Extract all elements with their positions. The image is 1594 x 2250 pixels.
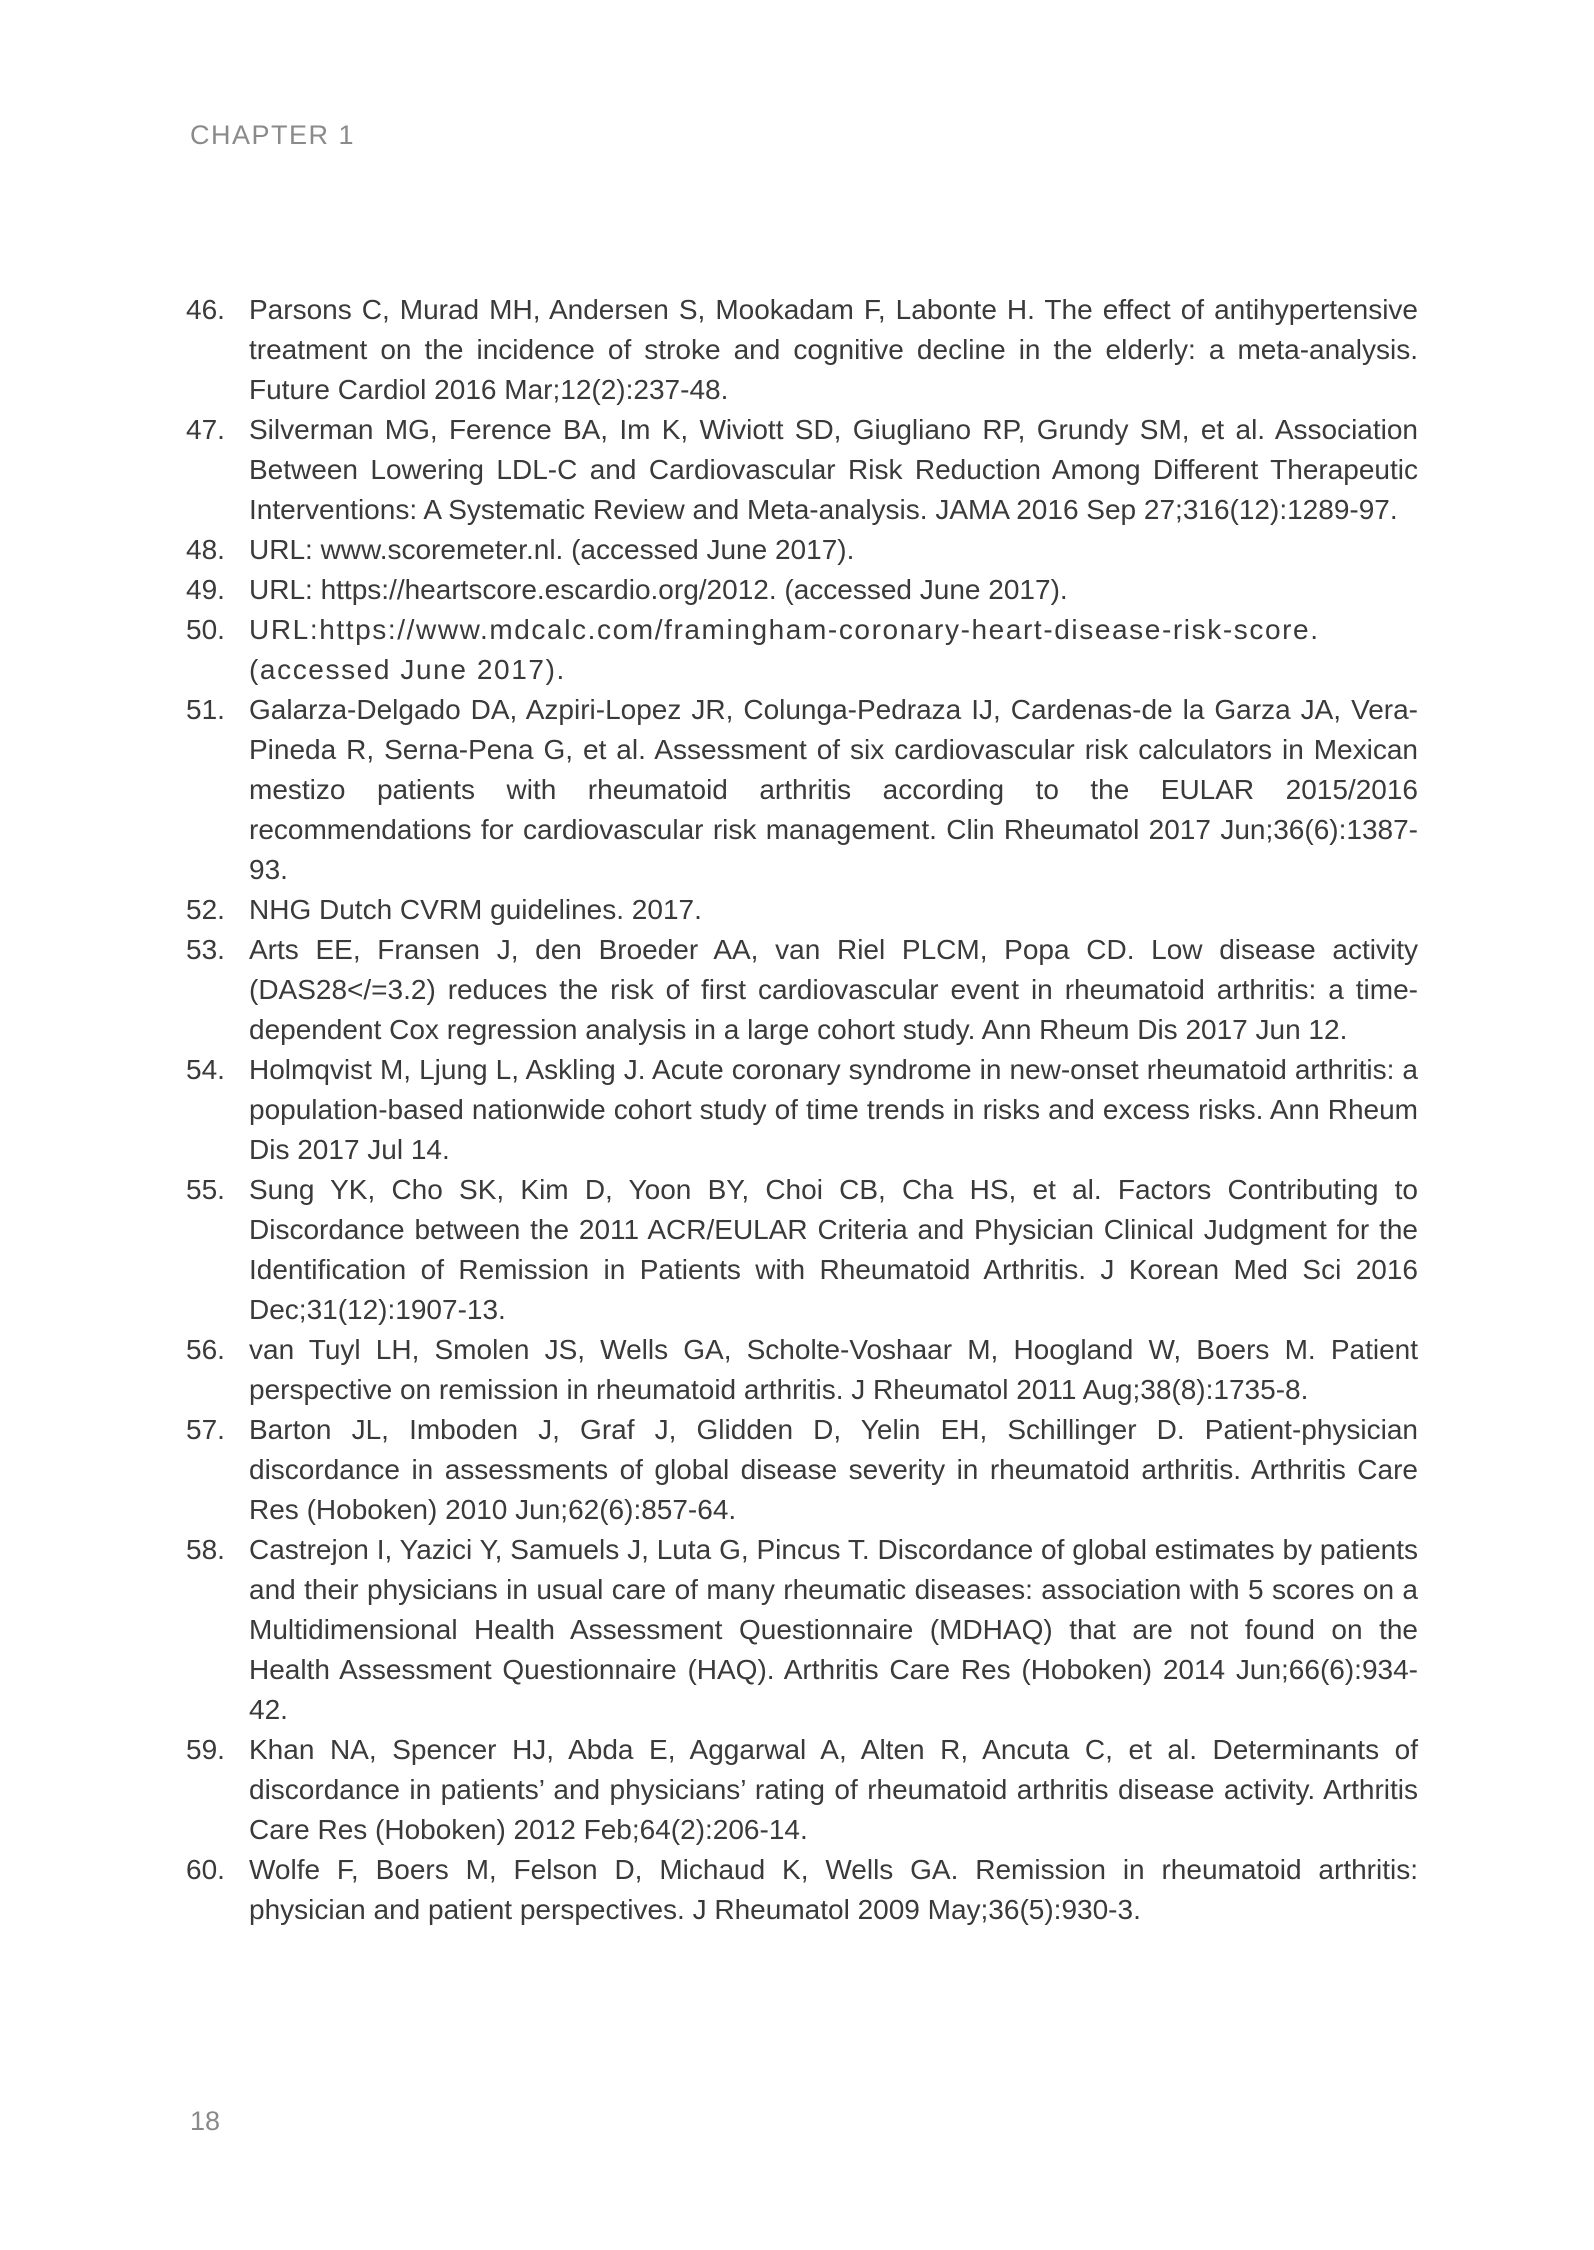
reference-item: [186, 1410, 1418, 1530]
reference-item: [186, 570, 1418, 610]
reference-number: 56.: [186, 1334, 225, 1365]
reference-text: van Tuyl LH, Smolen JS, Wells GA, Scholte-Voshaar M, Hoogland W, Boers M. Patient perspective on remission in rheumatoid arthritis. J Rheumatol 2011 Aug;38(8):1735-8.: [249, 1334, 1418, 1405]
reference-number: 46.: [186, 294, 225, 325]
reference-text: Barton JL, Imboden J, Graf J, Glidden D, Yelin EH, Schillinger D. Patient-physician discordance in assessments of global disease severity in rheumatoid arthritis. Arthritis Care Res (Hoboken) 2010 Jun;62(6):857-64.: [249, 1414, 1418, 1525]
reference-text: NHG Dutch CVRM guidelines. 2017.: [249, 894, 702, 925]
reference-number: 54.: [186, 1054, 225, 1085]
reference-item: [186, 930, 1418, 1050]
reference-text: Khan NA, Spencer HJ, Abda E, Aggarwal A, Alten R, Ancuta C, et al. Determinants of discordance in patients’ and physicians’ rating of rheumatoid arthritis disease activity. Arthritis Care Res (Hoboken) 2012 Feb;64(2):206-14.: [249, 1734, 1418, 1845]
reference-item: [186, 1530, 1418, 1730]
reference-text: Sung YK, Cho SK, Kim D, Yoon BY, Choi CB, Cha HS, et al. Factors Contributing to Discordance between the 2011 ACR/EULAR Criteria and Physician Clinical Judgment for the Identification of Remission in Patients with Rheumatoid Arthritis. J Korean Med Sci 2016 Dec;31(12):1907-13.: [249, 1174, 1418, 1325]
reference-number: 48.: [186, 534, 225, 565]
reference-item: [186, 1050, 1418, 1170]
reference-text: URL:https://www.mdcalc.com/framingham-coronary-heart-disease-risk-score. (accessed June 2017).: [249, 614, 1320, 685]
reference-number: 58.: [186, 1534, 225, 1565]
reference-item: [186, 610, 1418, 690]
page-number: 18: [190, 2106, 221, 2136]
reference-number: 52.: [186, 894, 225, 925]
reference-number: 59.: [186, 1734, 225, 1765]
reference-text: Castrejon I, Yazici Y, Samuels J, Luta G, Pincus T. Discordance of global estimates by patients and their physicians in usual care of many rheumatic diseases: association with 5 scores on a Multidimensional Health Assessment Questionnaire (MDHAQ) that are not found on the Health Assessment Questionnaire (HAQ). Arthritis Care Res (Hoboken) 2014 Jun;66(6):934-42.: [249, 1534, 1418, 1725]
reference-number: 47.: [186, 414, 225, 445]
reference-number: 57.: [186, 1414, 225, 1445]
running-head: CHAPTER 1: [190, 120, 356, 150]
reference-text: Galarza-Delgado DA, Azpiri-Lopez JR, Colunga-Pedraza IJ, Cardenas-de la Garza JA, Vera-Pineda R, Serna-Pena G, et al. Assessment of six cardiovascular risk calculators in Mexican mestizo patients with rheumatoid arthritis according to the EULAR 2015/2016 recommendations for cardiovascular risk management. Clin Rheumatol 2017 Jun;36(6):1387-93.: [249, 694, 1418, 885]
reference-item: [186, 890, 1418, 930]
reference-text: Parsons C, Murad MH, Andersen S, Mookadam F, Labonte H. The effect of antihypertensive treatment on the incidence of stroke and cognitive decline in the elderly: a meta-analysis. Future Cardiol 2016 Mar;12(2):237-48.: [249, 294, 1418, 405]
reference-number: 49.: [186, 574, 225, 605]
reference-list: [186, 290, 1418, 1930]
reference-item: [186, 1850, 1418, 1930]
reference-number: 60.: [186, 1854, 225, 1885]
reference-item: [186, 1330, 1418, 1410]
reference-item: [186, 410, 1418, 530]
reference-text: Holmqvist M, Ljung L, Askling J. Acute coronary syndrome in new-onset rheumatoid arthritis: a population-based nationwide cohort study of time trends in risks and excess risks. Ann Rheum Dis 2017 Jul 14.: [249, 1054, 1418, 1165]
reference-text: URL: https://heartscore.escardio.org/2012. (accessed June 2017).: [249, 574, 1068, 605]
reference-item: [186, 1170, 1418, 1330]
reference-text: Wolfe F, Boers M, Felson D, Michaud K, Wells GA. Remission in rheumatoid arthritis: physician and patient perspectives. J Rheumatol 2009 May;36(5):930-3.: [249, 1854, 1418, 1925]
reference-item: [186, 1730, 1418, 1850]
reference-number: 50.: [186, 614, 225, 645]
reference-number: 55.: [186, 1174, 225, 1205]
reference-item: [186, 530, 1418, 570]
reference-item: [186, 690, 1418, 890]
reference-number: 51.: [186, 694, 225, 725]
reference-number: 53.: [186, 934, 225, 965]
reference-text: Arts EE, Fransen J, den Broeder AA, van Riel PLCM, Popa CD. Low disease activity (DAS28</=3.2) reduces the risk of first cardiovascular event in rheumatoid arthritis: a time-dependent Cox regression analysis in a large cohort study. Ann Rheum Dis 2017 Jun 12.: [249, 934, 1418, 1045]
reference-item: [186, 290, 1418, 410]
reference-text: URL: www.scoremeter.nl. (accessed June 2017).: [249, 534, 855, 565]
reference-text: Silverman MG, Ference BA, Im K, Wiviott SD, Giugliano RP, Grundy SM, et al. Association Between Lowering LDL-C and Cardiovascular Risk Reduction Among Different Therapeutic Interventions: A Systematic Review and Meta-analysis. JAMA 2016 Sep 27;316(12):1289-97.: [249, 414, 1418, 525]
